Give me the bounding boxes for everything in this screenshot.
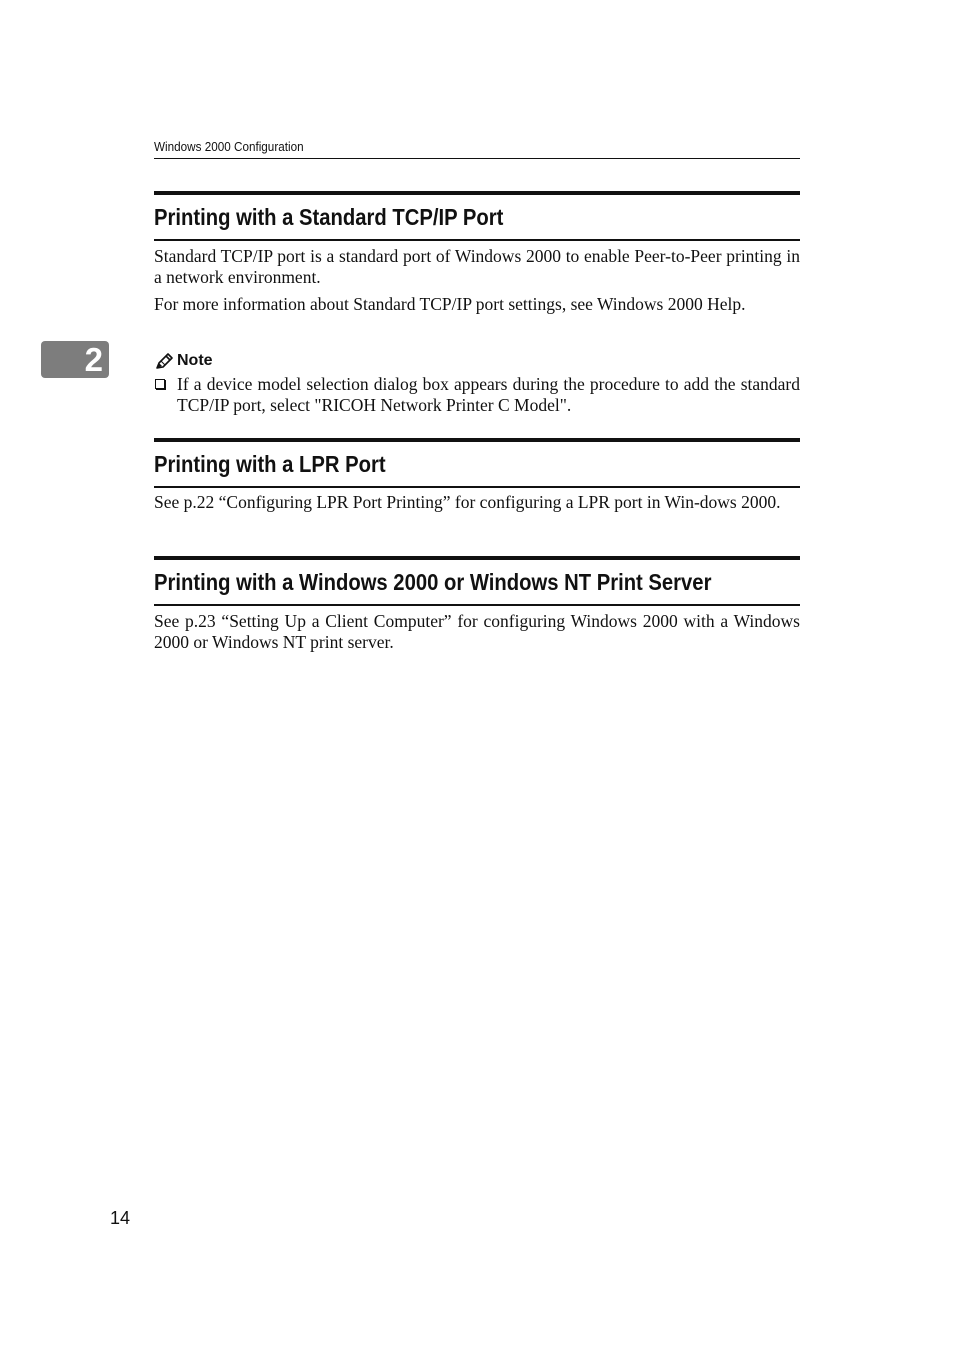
chapter-tab [41, 341, 109, 378]
section-standard-tcpip [154, 191, 800, 241]
section-title: Printing with a Windows 2000 or Windows NT Print Server [154, 569, 712, 595]
section-print-server [154, 556, 800, 606]
checkbox-bullet-icon [155, 379, 165, 389]
section-bottom-rule [154, 486, 800, 488]
section-title: Printing with a Standard TCP/IP Port [154, 204, 504, 230]
note-label: Note [177, 352, 213, 369]
running-header-title: Windows 2000 Configuration [154, 139, 304, 154]
header-divider [154, 158, 800, 159]
paragraph: See p.23 “Setting Up a Client Computer” for configuring Windows 2000 with a Windows 2000 or Windows NT print server. [154, 611, 800, 652]
paragraph: See p.22 “Configuring LPR Port Printing” for configuring a LPR port in Win-dows 2000. [154, 492, 781, 512]
section-title: Printing with a LPR Port [154, 451, 386, 477]
note-item: If a device model selection dialog box appears during the procedure to add the standard TCP/IP port, select "RICOH Network Printer C Model". [177, 374, 800, 415]
section-bottom-rule [154, 239, 800, 241]
section-lpr-port [154, 438, 800, 488]
note-header [154, 350, 213, 372]
section-bottom-rule [154, 604, 800, 606]
pencil-icon [154, 352, 174, 370]
page-number: 14 [110, 1208, 131, 1228]
paragraph: For more information about Standard TCP/IP port settings, see Windows 2000 Help. [154, 294, 746, 314]
paragraph: Standard TCP/IP port is a standard port of Windows 2000 to enable Peer-to-Peer printing in a network environment. [154, 246, 800, 287]
chapter-number: 2 [84, 341, 103, 378]
